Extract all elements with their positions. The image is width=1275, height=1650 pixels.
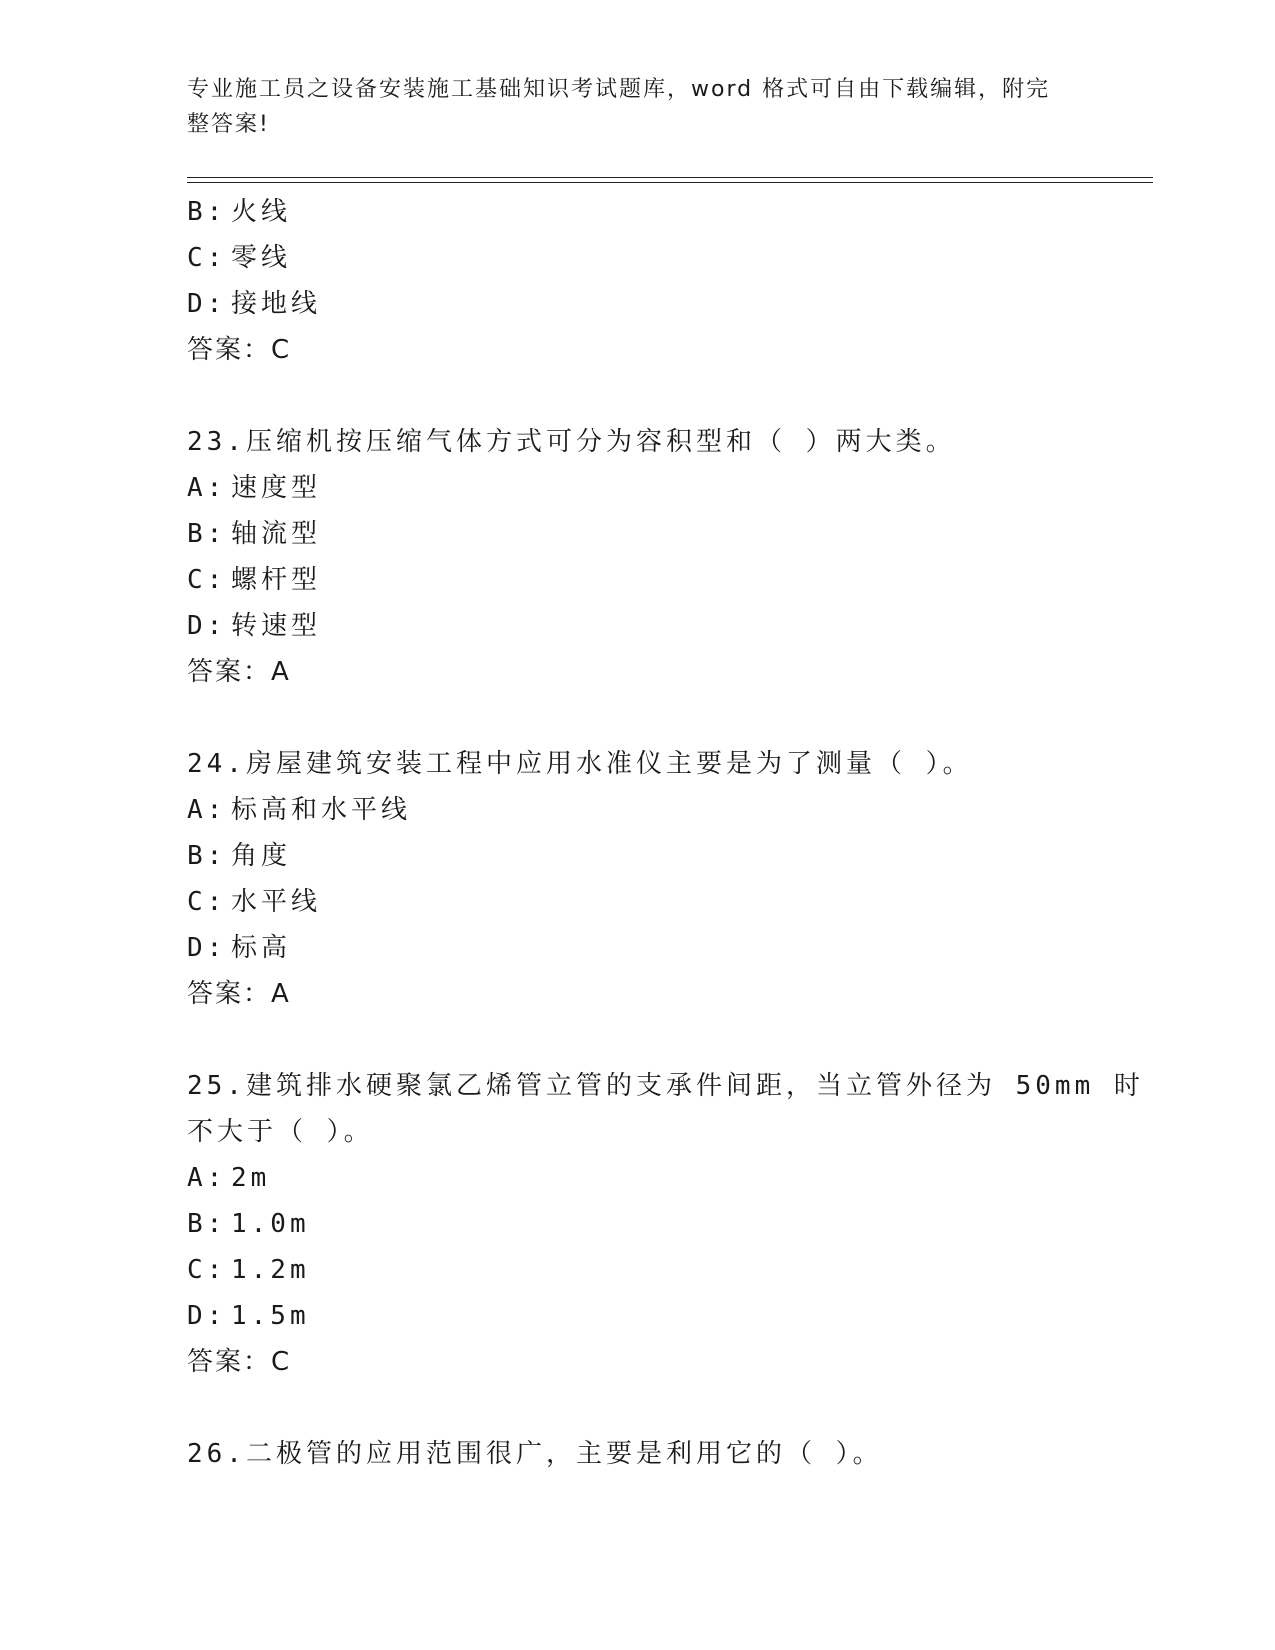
option-b xyxy=(187,833,1087,879)
option-a xyxy=(187,1155,1087,1201)
header-text: 专业施工员之设备安装施工基础知识考试题库，word 格式可自由下载编辑，附完整答案! xyxy=(187,77,1051,137)
option-label: D: xyxy=(187,611,227,641)
option-label: A: xyxy=(187,473,227,503)
answer: 答案：C xyxy=(187,335,292,365)
option-label: D: xyxy=(187,1301,227,1331)
option-text: 轴流型 xyxy=(231,519,322,549)
option-label: C: xyxy=(187,243,227,273)
option-c xyxy=(187,557,1087,603)
option-text: 零线 xyxy=(231,243,292,273)
option-d xyxy=(187,603,1087,649)
header-divider-top xyxy=(187,177,1153,178)
option-d xyxy=(187,1293,1087,1339)
option-label: C: xyxy=(187,1255,227,1285)
option-label: A: xyxy=(187,795,227,825)
option-text: 1.2m xyxy=(231,1255,310,1285)
document-header xyxy=(187,72,1067,142)
answer: 答案：A xyxy=(187,979,291,1009)
option-label: B: xyxy=(187,1209,227,1239)
question-stem-line-1: 25.建筑排水硬聚氯乙烯管立管的支承件间距，当立管外径为 50mm 时 xyxy=(187,1071,1144,1101)
option-label: C: xyxy=(187,887,227,917)
option-c xyxy=(187,1247,1087,1293)
option-text: 火线 xyxy=(231,197,292,227)
option-text: 水平线 xyxy=(231,887,322,917)
option-label: D: xyxy=(187,933,227,963)
option-d xyxy=(187,925,1087,971)
option-label: B: xyxy=(187,197,227,227)
option-text: 转速型 xyxy=(231,611,322,641)
option-label: B: xyxy=(187,519,227,549)
spacer xyxy=(187,1385,1087,1431)
option-text: 2m xyxy=(231,1163,271,1193)
option-b xyxy=(187,511,1087,557)
option-d xyxy=(187,281,1087,327)
question-stem: 24.房屋建筑安装工程中应用水准仪主要是为了测量（ ）。 xyxy=(187,749,973,779)
spacer xyxy=(187,373,1087,419)
option-b xyxy=(187,189,1087,235)
answer: 答案：C xyxy=(187,1347,292,1377)
question-stem: 26.二极管的应用范围很广，主要是利用它的（ ）。 xyxy=(187,1439,883,1469)
option-text: 速度型 xyxy=(231,473,322,503)
question-stem-line-2: 不大于（ ）。 xyxy=(187,1117,374,1147)
option-a xyxy=(187,465,1087,511)
option-text: 接地线 xyxy=(231,289,322,319)
option-b xyxy=(187,1201,1087,1247)
option-a xyxy=(187,787,1087,833)
question-list xyxy=(187,189,1144,1477)
option-label: A: xyxy=(187,1163,227,1193)
option-text: 1.5m xyxy=(231,1301,310,1331)
answer: 答案：A xyxy=(187,657,291,687)
option-label: B: xyxy=(187,841,227,871)
option-text: 角度 xyxy=(231,841,292,871)
option-text: 标高 xyxy=(231,933,292,963)
option-label: D: xyxy=(187,289,227,319)
question-stem: 23.压缩机按压缩气体方式可分为容积型和（ ）两大类。 xyxy=(187,427,956,457)
option-text: 螺杆型 xyxy=(231,565,322,595)
spacer xyxy=(187,1017,1087,1063)
option-text: 1.0m xyxy=(231,1209,310,1239)
option-label: C: xyxy=(187,565,227,595)
header-divider-bottom xyxy=(187,182,1153,183)
option-c xyxy=(187,879,1087,925)
option-text: 标高和水平线 xyxy=(231,795,412,825)
spacer xyxy=(187,695,1087,741)
option-c xyxy=(187,235,1087,281)
